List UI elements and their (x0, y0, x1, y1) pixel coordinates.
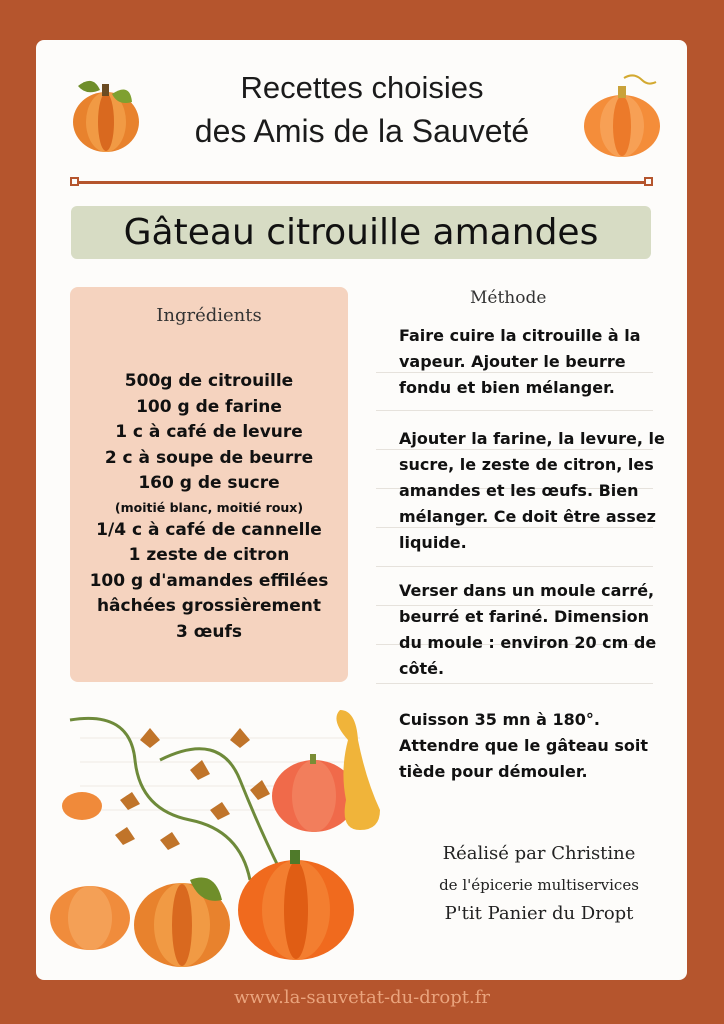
method-step-1: Faire cuire la citrouille à la vapeur. Ajouter le beurre fondu et bien mélanger. (399, 326, 641, 397)
credit-line-2: de l'épicerie multiservices (439, 876, 639, 894)
ingredient-item: 160 g de sucre (138, 473, 280, 493)
pumpkin-illustration (40, 700, 400, 978)
ruled-line (376, 410, 653, 411)
ingredient-item: 3 œufs (176, 621, 242, 642)
header-line-2: des Amis de la Sauveté (194, 113, 530, 149)
ingredient-item: 100 g d'amandes effilées (89, 570, 329, 591)
divider-end-left (70, 177, 79, 186)
ingredient-note: (moitié blanc, moitié roux) (114, 499, 304, 515)
method-step-2: Ajouter la farine, la levure, le sucre, le zeste de citron, les amandes et les œufs. Bien mélanger. Ce doit être assez liquide. (399, 429, 665, 552)
ingredient-item: 1/4 c à café de cannelle (96, 519, 322, 540)
ingredient-item: 100 g de farine (136, 396, 282, 417)
ingredients-list (70, 369, 348, 645)
ingredients-title: Ingrédients (156, 305, 262, 326)
ruled-line (376, 683, 653, 684)
credit-line-1: Réalisé par Christine (442, 843, 636, 864)
ingredients-box (70, 287, 348, 682)
recipe-title: Gâteau citrouille amandes (71, 206, 651, 259)
method-step-3: Verser dans un moule carré, beurré et fariné. Dimension du moule : environ 20 cm de côté. (399, 581, 657, 678)
method-step-4: Cuisson 35 mn à 180°. Attendre que le gâteau soit tiède pour démouler. (399, 710, 649, 781)
ingredient-item: 1 zeste de citron (128, 545, 290, 565)
ingredient-item: 2 c à soupe de beurre (104, 447, 314, 468)
divider (74, 181, 649, 184)
ingredient-item: 500g de citrouille (124, 371, 294, 391)
small-pumpkin-icon (62, 792, 102, 820)
ingredient-item: hâchées grossièrement (96, 596, 322, 616)
ruled-line (376, 566, 653, 567)
method-title: Méthode (470, 288, 547, 308)
credit-line-3: P'tit Panier du Dropt (444, 903, 634, 924)
ingredient-item: 1 c à café de levure (115, 422, 303, 442)
footer-url[interactable]: www.la-sauvetat-du-dropt.fr (234, 987, 490, 1008)
divider-end-right (644, 177, 653, 186)
header-line-1: Recettes choisies (240, 70, 484, 105)
